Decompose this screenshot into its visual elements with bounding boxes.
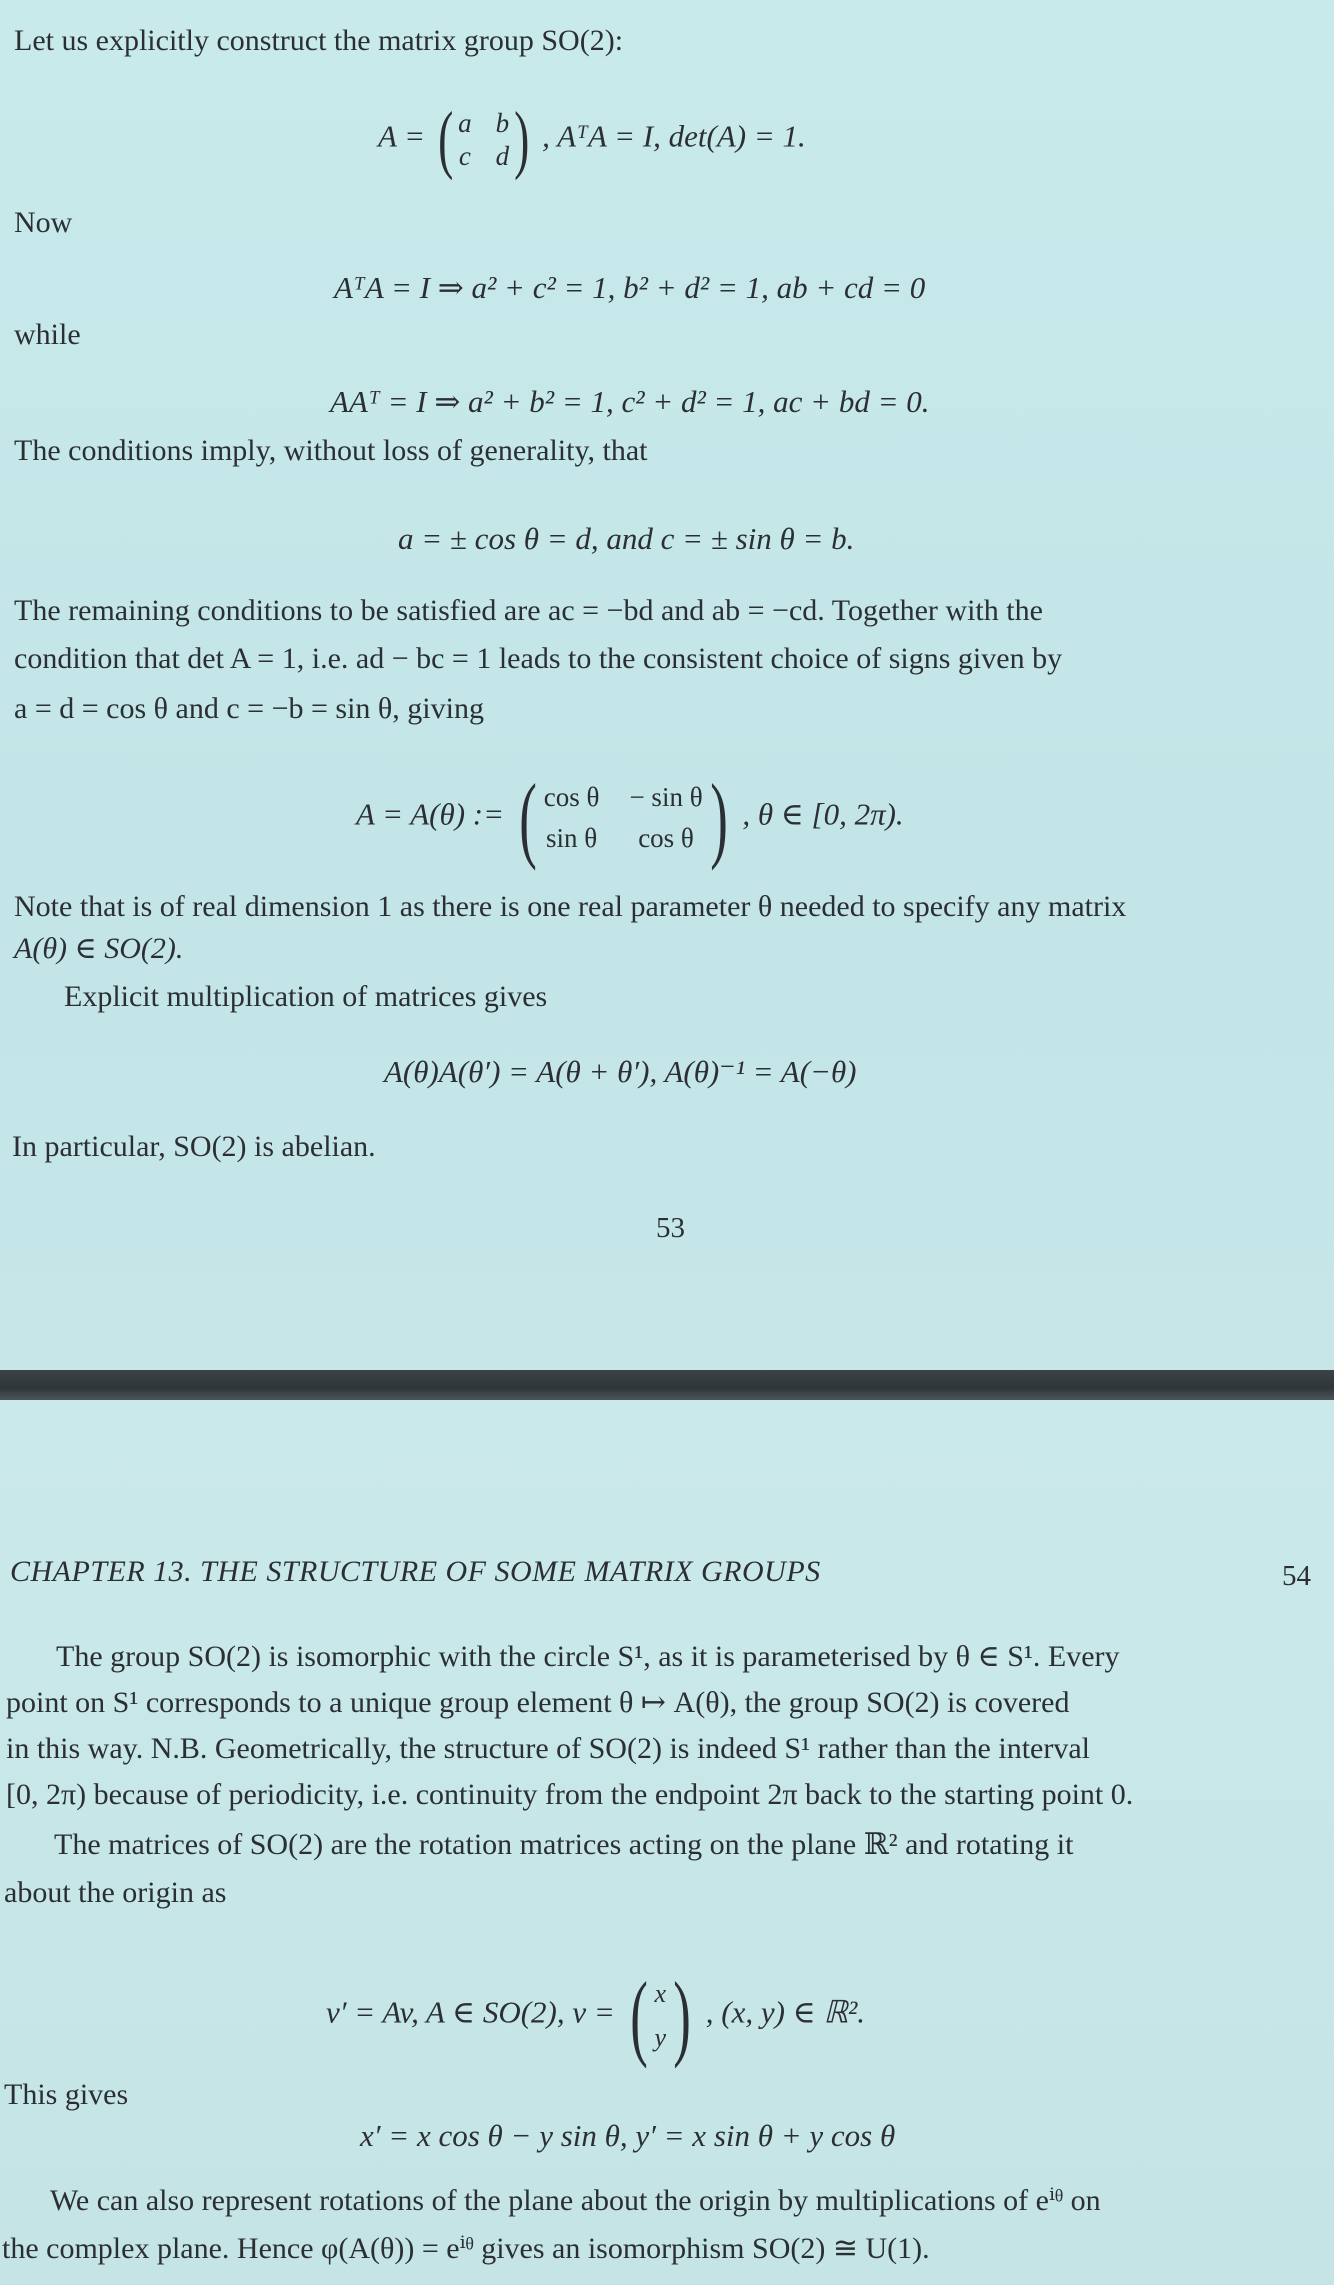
equation-rotation-action <box>326 1960 865 2071</box>
vector-cell: y <box>654 2022 667 2052</box>
eq7-lhs: v′ = Av, A ∈ SO(2), v = <box>326 1994 615 2030</box>
conditions-text: The conditions imply, without loss of generality, that <box>14 434 648 467</box>
matrix-cell: sin θ <box>546 822 598 853</box>
equation-ata: AᵀA = I ⇒ a² + c² = 1, b² + d² = 1, ab + cd = 0 <box>334 270 926 305</box>
para2-line-2: about the origin as <box>4 1876 227 1909</box>
eq5-rest: , θ ∈ [0, 2π). <box>742 796 904 832</box>
intro-text: Let us explicitly construct the matrix group SO(2): <box>14 24 624 57</box>
para1-line-3: in this way. N.B. Geometrically, the structure of SO(2) is indeed S¹ rather than the interval <box>6 1732 1090 1765</box>
matrix-cell: b <box>495 107 510 138</box>
this-gives-text: This gives <box>4 2078 129 2111</box>
note-line-2: A(θ) ∈ SO(2). <box>14 932 184 965</box>
para1-line-2: point on S¹ corresponds to a unique group element θ ↦ A(θ), the group SO(2) is covered <box>6 1686 1070 1719</box>
remaining-line-3: a = d = cos θ and c = −b = sin θ, giving <box>14 692 484 725</box>
rotation-matrix: ( cos θ − sin θ sin θ cos θ ) <box>518 764 728 871</box>
para3-line-2: the complex plane. Hence φ(A(θ)) = eⁱᶿ gives an isomorphism SO(2) ≅ U(1). <box>2 2232 930 2265</box>
equation-rotation-matrix <box>356 762 904 873</box>
remaining-line-2: condition that det A = 1, i.e. ad − bc = 1 leads to the consistent choice of signs given by <box>14 642 1063 675</box>
vector-cell: x <box>654 1978 667 2008</box>
matrix-cell: c <box>458 140 471 171</box>
matrix-cell: d <box>495 140 510 171</box>
para1-line-1: The group SO(2) is isomorphic with the circle S¹, as it is parameterised by θ ∈ S¹. Every <box>56 1640 1120 1673</box>
chapter-header: CHAPTER 13. THE STRUCTURE OF SOME MATRIX GROUPS <box>10 1555 821 1588</box>
eq7-rest: , (x, y) ∈ ℝ². <box>705 1994 866 2030</box>
equation-signs: a = ± cos θ = d, and c = ± sin θ = b. <box>398 521 855 556</box>
vector-xy: ( x y ) <box>629 1962 691 2069</box>
page-number-54: 54 <box>1282 1560 1311 1592</box>
while-text: while <box>14 318 81 351</box>
equation-components: x′ = x cos θ − y sin θ, y′ = x sin θ + y cos θ <box>360 2118 896 2153</box>
remaining-line-1: The remaining conditions to be satisfied are ac = −bd and ab = −cd. Together with the <box>14 594 1043 627</box>
now-text: Now <box>14 206 73 239</box>
para2-line-1: The matrices of SO(2) are the rotation matrices acting on the plane ℝ² and rotating it <box>54 1828 1074 1861</box>
matrix-cell: cos θ <box>638 822 694 853</box>
para3-line-1: We can also represent rotations of the plane about the origin by multiplications of eⁱᶿ on <box>50 2184 1101 2217</box>
page-number-53: 53 <box>656 1212 685 1244</box>
eq1-rest: , AᵀA = I, det(A) = 1. <box>542 118 806 154</box>
note-line-1: Note that is of real dimension 1 as there is one real parameter θ needed to specify any matrix <box>14 890 1127 923</box>
equation-aat: AAᵀ = I ⇒ a² + b² = 1, c² + d² = 1, ac + bd = 0. <box>330 384 930 419</box>
eq5-lhs: A = A(θ) := <box>356 796 505 832</box>
page-divider <box>0 1370 1334 1400</box>
abelian-text: In particular, SO(2) is abelian. <box>12 1130 376 1163</box>
matrix-cell: − sin θ <box>629 781 703 812</box>
para1-line-4: [0, 2π) because of periodicity, i.e. continuity from the endpoint 2π back to the starting point 0. <box>6 1778 1134 1811</box>
matrix-abcd: ( a b c d ) <box>437 97 530 181</box>
explicit-text: Explicit multiplication of matrices gives <box>64 980 548 1013</box>
matrix-cell: a <box>458 107 472 138</box>
equation-group-law: A(θ)A(θ′) = A(θ + θ′), A(θ)⁻¹ = A(−θ) <box>384 1054 857 1089</box>
matrix-cell: cos θ <box>543 781 600 812</box>
eq1-lhs: A = <box>378 118 426 154</box>
equation-matrix-a <box>378 96 806 183</box>
